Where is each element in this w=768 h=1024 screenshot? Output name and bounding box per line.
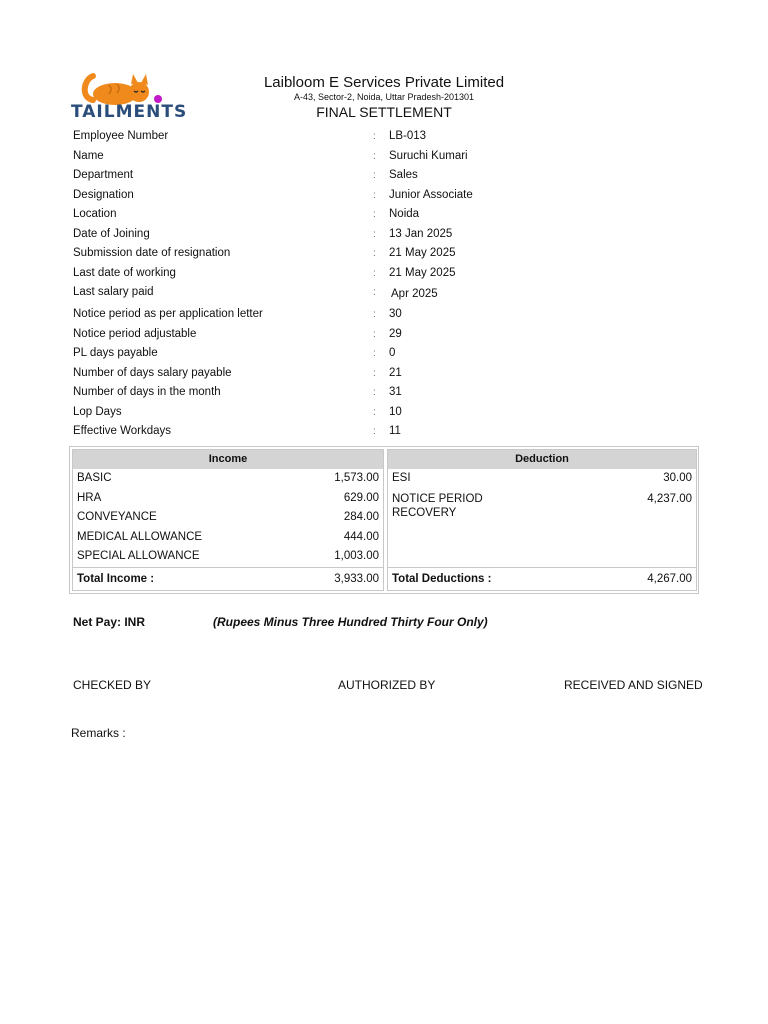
company-address: A-43, Sector-2, Noida, Uttar Pradesh-201301 [293, 92, 475, 102]
detail-value: 30 [389, 308, 402, 320]
deduction-column [387, 449, 697, 591]
detail-label: Last salary paid [73, 286, 154, 298]
received-signed-label: RECEIVED AND SIGNED [564, 678, 703, 692]
company-logo [71, 70, 197, 124]
detail-value: Apr 2025 [391, 288, 438, 300]
detail-row [73, 403, 703, 423]
detail-label: Notice period as per application letter [73, 308, 263, 320]
detail-colon: : [373, 406, 376, 418]
detail-colon: : [373, 426, 376, 437]
income-row [73, 547, 383, 567]
income-item-name: MEDICAL ALLOWANCE [77, 530, 203, 543]
deduction-row [388, 469, 696, 489]
income-column [72, 449, 384, 591]
detail-row [73, 383, 703, 403]
detail-row [73, 283, 703, 305]
detail-value: 0 [389, 347, 396, 359]
net-pay-words: (Rupees Minus Three Hundred Thirty Four Only) [213, 615, 488, 629]
income-row [73, 489, 383, 509]
detail-label: Name [73, 149, 104, 162]
detail-label: Number of days salary payable [73, 366, 232, 379]
detail-value: 13 Jan 2025 [389, 227, 453, 240]
income-item-amount: 444.00 [343, 530, 379, 543]
detail-value: 29 [389, 327, 402, 340]
income-item-amount: 284.00 [343, 511, 379, 524]
employee-details [73, 127, 703, 442]
detail-row [73, 344, 703, 364]
income-total-row [73, 567, 383, 590]
detail-row [73, 166, 703, 186]
detail-label: Notice period adjustable [73, 327, 197, 340]
income-item-name: HRA [77, 491, 102, 504]
income-item-name: CONVEYANCE [77, 511, 157, 524]
detail-colon: : [373, 328, 376, 340]
detail-label: Effective Workdays [73, 425, 172, 437]
income-total-amount: 3,933.00 [334, 573, 379, 585]
detail-label: Designation [73, 188, 134, 201]
cat-logo-icon [71, 70, 197, 106]
remarks-label: Remarks : [71, 726, 126, 740]
document-title: FINAL SETTLEMENT [316, 104, 452, 120]
income-row [73, 508, 383, 528]
detail-colon: : [373, 209, 376, 220]
settlement-table [69, 446, 699, 594]
income-item-amount: 1,573.00 [334, 472, 379, 484]
detail-row [73, 422, 703, 442]
detail-colon: : [373, 248, 376, 259]
detail-colon: : [373, 170, 376, 181]
company-name: Laibloom E Services Private Limited [263, 74, 505, 91]
detail-row [73, 264, 703, 284]
detail-label: Last date of working [73, 266, 176, 279]
deduction-total-row [388, 567, 696, 590]
detail-label: PL days payable [73, 347, 158, 359]
deduction-total-label: Total Deductions : [392, 573, 492, 585]
detail-value: 21 [389, 366, 402, 379]
detail-label: Number of days in the month [73, 386, 221, 398]
income-total-label: Total Income : [77, 573, 155, 585]
deduction-row [388, 489, 696, 528]
detail-value: 31 [389, 386, 402, 398]
income-row [73, 528, 383, 548]
detail-row [73, 244, 703, 264]
net-pay-label: Net Pay: INR [73, 615, 146, 629]
income-item-amount: 1,003.00 [334, 550, 379, 563]
detail-colon: : [373, 387, 376, 398]
detail-colon: : [373, 348, 376, 359]
detail-row [73, 305, 703, 325]
detail-value: Junior Associate [389, 188, 473, 201]
detail-colon: : [373, 287, 376, 298]
detail-label: Employee Number [73, 130, 169, 142]
detail-label: Date of Joining [73, 227, 150, 240]
deduction-heading: Deduction [388, 450, 696, 469]
income-item-name: BASIC [77, 472, 112, 484]
detail-row [73, 186, 703, 206]
detail-label: Submission date of resignation [73, 247, 231, 259]
detail-row [73, 325, 703, 345]
detail-label: Department [73, 169, 134, 181]
income-item-name: SPECIAL ALLOWANCE [77, 550, 200, 563]
detail-row [73, 225, 703, 245]
detail-row [73, 147, 703, 167]
detail-colon: : [373, 367, 376, 379]
deduction-total-amount: 4,267.00 [647, 573, 692, 585]
income-heading: Income [73, 450, 383, 469]
detail-value: 10 [389, 405, 402, 418]
deduction-item-amount: 4,237.00 [647, 492, 692, 505]
detail-label: Lop Days [73, 405, 122, 418]
detail-value: Noida [389, 208, 420, 220]
income-row [73, 469, 383, 489]
detail-colon: : [373, 131, 376, 142]
detail-row [73, 205, 703, 225]
deduction-item-name: ESI [392, 472, 411, 484]
detail-value: 11 [389, 425, 401, 437]
deduction-item-amount: 30.00 [663, 472, 692, 484]
detail-label: Location [73, 208, 117, 220]
detail-value: Suruchi Kumari [389, 149, 468, 162]
detail-colon: : [373, 228, 376, 240]
detail-colon: : [373, 150, 376, 162]
authorized-by-label: AUTHORIZED BY [338, 678, 436, 692]
income-item-amount: 629.00 [343, 491, 379, 504]
detail-value: LB-013 [389, 130, 427, 142]
checked-by-label: CHECKED BY [73, 678, 152, 692]
detail-row [73, 364, 703, 384]
logo-wordmark: TAILMENTS [71, 102, 188, 122]
detail-colon: : [373, 309, 376, 320]
deduction-item-name: NOTICE PERIOD RECOVERY [392, 492, 483, 519]
detail-value: 21 May 2025 [389, 266, 456, 279]
detail-value: Sales [389, 169, 418, 181]
detail-value: 21 May 2025 [389, 247, 456, 259]
detail-row [73, 127, 703, 147]
detail-colon: : [373, 189, 376, 201]
detail-colon: : [373, 267, 376, 279]
